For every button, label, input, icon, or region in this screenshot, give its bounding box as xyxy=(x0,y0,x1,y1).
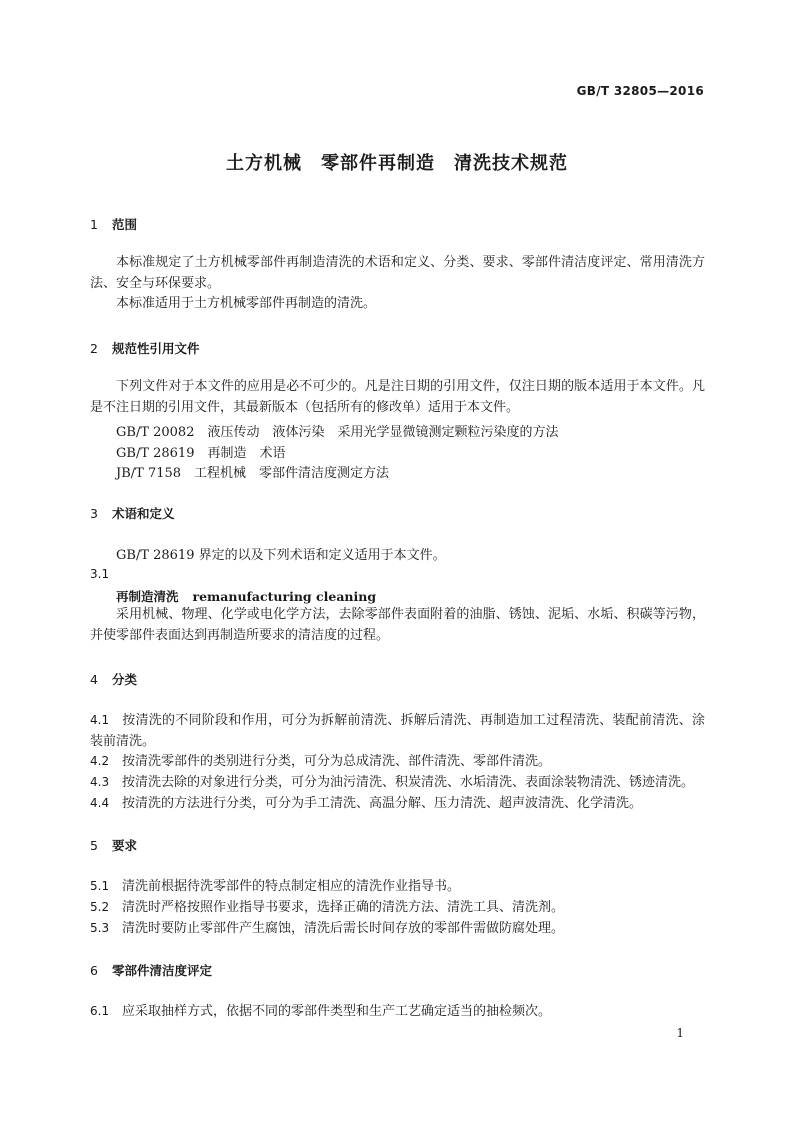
section-number: 2 xyxy=(90,341,98,356)
clause-number: 4.2 xyxy=(90,754,110,768)
clause-text: 按清洗去除的对象进行分类，可分为油污清洗、积炭清洗、水垢清洗、表面涂装物清洗、锈迹清洗。 xyxy=(122,775,695,790)
section-number: 6 xyxy=(90,963,98,978)
section-number: 5 xyxy=(90,838,98,853)
section-4-heading xyxy=(90,670,137,688)
standard-code: GB/T 32805—2016 xyxy=(576,84,704,98)
clause-number: 6.1 xyxy=(90,1004,110,1018)
section-1-heading xyxy=(90,215,137,233)
section-5-heading xyxy=(90,836,137,854)
clause-item xyxy=(90,710,705,752)
clause-text: 按清洗的方法进行分类，可分为手工清洗、高温分解、压力清洗、超声波清洗、化学清洗。 xyxy=(122,796,643,811)
section-number: 4 xyxy=(90,672,98,687)
section-1-paragraph-2: 本标准适用于土方机械零部件再制造的清洗。 xyxy=(116,296,377,311)
clause-number: 4.4 xyxy=(90,796,110,810)
section-2-intro: 下列文件对于本文件的应用是必不可少的。凡是注日期的引用文件，仅注日期的版本适用于本文件。凡是不注日期的引用文件，其最新版本（包括所有的修改单）适用于本文件。 xyxy=(90,379,705,415)
clause-number: 5.3 xyxy=(90,921,110,935)
clause-text: 清洗时要防止零部件产生腐蚀，清洗后需长时间存放的零部件需做防腐处理。 xyxy=(122,921,565,936)
page-number: 1 xyxy=(676,1026,684,1040)
section-title: 规范性引用文件 xyxy=(112,341,200,356)
section-title: 范围 xyxy=(112,217,138,232)
clause-item xyxy=(90,1001,705,1023)
section-title: 零部件清洁度评定 xyxy=(112,963,213,978)
section-1-paragraph-1: 本标准规定了土方机械零部件再制造清洗的术语和定义、分类、要求、零部件清洁度评定、常用清洗方法、安全与环保要求。 xyxy=(90,255,705,291)
term-definition: 采用机械、物理、化学或电化学方法，去除零部件表面附着的油脂、锈蚀、泥垢、水垢、积碳等污物，并使零部件表面达到再制造所要求的清洁度的过程。 xyxy=(90,607,705,643)
clause-item xyxy=(90,751,705,773)
term-english: remanufacturing cleaning xyxy=(192,589,377,604)
term-chinese: 再制造清洗 xyxy=(116,589,179,604)
section-number: 1 xyxy=(90,217,98,232)
clause-item xyxy=(90,918,705,940)
clause-text: 清洗时严格按照作业指导书要求，选择正确的清洗方法、清洗工具、清洗剂。 xyxy=(122,900,565,915)
clause-number: 4.3 xyxy=(90,775,110,789)
clause-text: 按清洗零部件的类别进行分类，可分为总成清洗、部件清洗、零部件清洗。 xyxy=(122,754,552,769)
normative-reference-item: JB/T 7158 工程机械 零部件清洁度测定方法 xyxy=(116,466,390,481)
clause-text: 按清洗的不同阶段和作用，可分为拆解前清洗、拆解后清洗、再制造加工过程清洗、装配前清洗、涂装前清洗。 xyxy=(90,713,705,749)
clause-item xyxy=(90,897,705,919)
section-3-intro: GB/T 28619 界定的以及下列术语和定义适用于本文件。 xyxy=(116,548,446,563)
section-6-heading xyxy=(90,961,212,979)
section-title: 术语和定义 xyxy=(112,506,175,521)
section-3-heading xyxy=(90,504,175,522)
clause-number: 4.1 xyxy=(90,713,110,727)
clause-text: 清洗前根据待洗零部件的特点制定相应的清洗作业指导书。 xyxy=(122,879,461,894)
clause-text: 应采取抽样方式，依据不同的零部件类型和生产工艺确定适当的抽检频次。 xyxy=(122,1004,552,1019)
section-title: 要求 xyxy=(112,838,138,853)
clause-number: 5.1 xyxy=(90,879,110,893)
section-2-heading xyxy=(90,339,200,357)
section-title: 分类 xyxy=(112,672,138,687)
term-number: 3.1 xyxy=(90,567,110,581)
clause-number: 5.2 xyxy=(90,900,110,914)
normative-reference-item: GB/T 28619 再制造 术语 xyxy=(116,446,286,461)
normative-reference-item: GB/T 20082 液压传动 液体污染 采用光学显微镜测定颗粒污染度的方法 xyxy=(116,425,559,440)
document-title: 土方机械 零部件再制造 清洗技术规范 xyxy=(226,153,568,174)
clause-item xyxy=(90,793,705,815)
term-name xyxy=(116,587,376,605)
clause-item xyxy=(90,772,705,794)
clause-item xyxy=(90,876,705,898)
section-number: 3 xyxy=(90,506,98,521)
